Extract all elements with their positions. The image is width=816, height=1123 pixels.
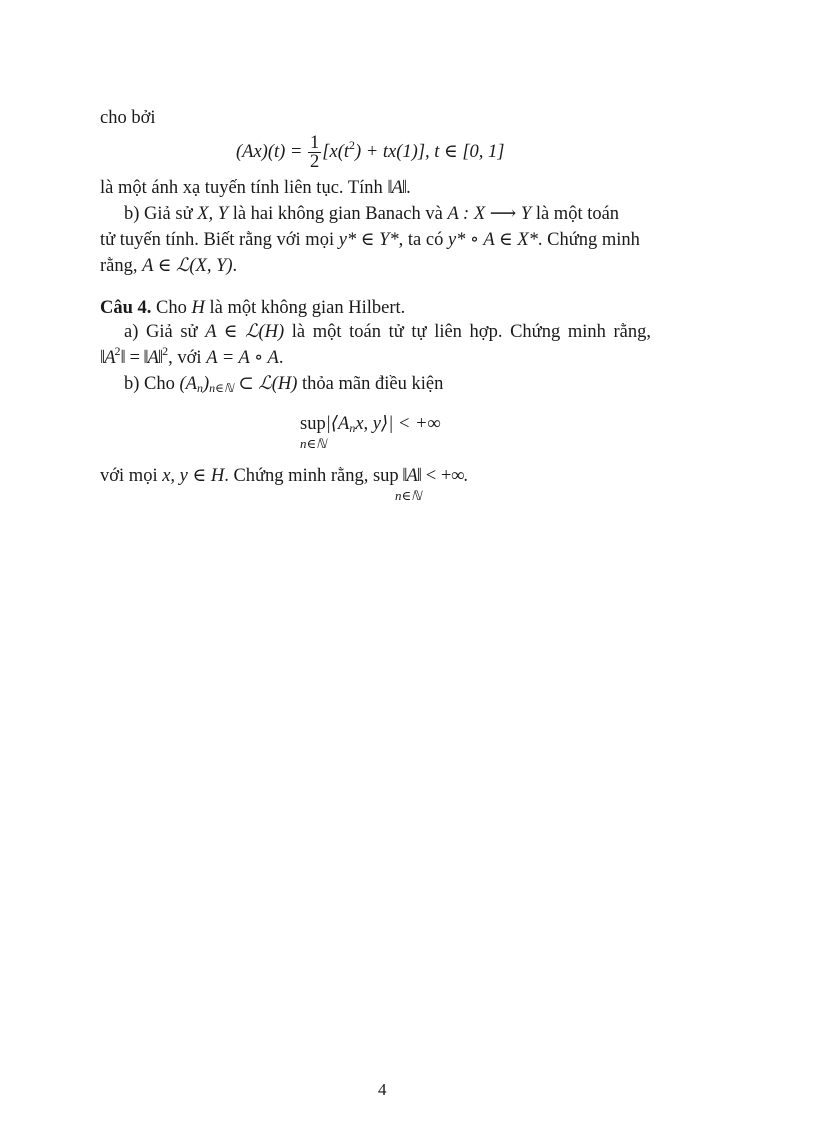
text-span: .: [232, 256, 238, 276]
text-line-part-a-1: [124, 320, 651, 344]
math-script-l: ℒ: [245, 321, 259, 342]
math-script-l: ℒ: [176, 255, 190, 276]
equation-sup-bound: [300, 412, 441, 437]
subscript-n: n: [196, 381, 203, 395]
math-y-star: y* ∈ Y*: [338, 230, 399, 250]
math-h-space: (H): [271, 374, 298, 394]
math-h-space: (H): [258, 322, 285, 342]
math-xy-in-h: x, y ∈ H: [162, 466, 225, 486]
text-span: b) Giả sử: [124, 204, 198, 224]
text-line-part-b-1: [124, 202, 619, 226]
text-span: là một toán: [531, 204, 620, 224]
math-a-in: A ∈: [205, 322, 246, 342]
subscript-n: n: [349, 421, 356, 435]
text-span: cho bởi: [100, 108, 156, 128]
eq1-lhs: (Ax)(t) =: [236, 141, 308, 162]
math-script-l: ℒ: [258, 373, 272, 394]
math-sequence: (A: [179, 374, 197, 394]
text-line-part-a-2: [100, 346, 283, 370]
exponent: 2: [114, 344, 121, 358]
text-span: a) Giả sử: [124, 322, 206, 342]
text-line-part-b-2: [100, 228, 640, 252]
question-title: Câu 4.: [100, 298, 152, 318]
math-norm-bound: ‖A‖ < +∞: [398, 466, 464, 486]
eq2-body-end: x, y⟩| < +∞: [355, 414, 441, 434]
eq1-rhs-a: [x(t: [322, 141, 349, 162]
eq2-body: |⟨A: [325, 414, 350, 434]
text-span: rằng,: [100, 256, 143, 276]
text-span: . Chứng minh: [537, 230, 640, 250]
math-xy: X, Y: [197, 204, 229, 224]
math-a-composition: A = A ∘ A: [206, 348, 279, 368]
text-span: . Chứng minh rằng,: [224, 466, 373, 486]
sup-subscript-n-in-n: n∈ℕ: [300, 436, 327, 451]
eq1-frac-den: 2: [310, 152, 320, 172]
exponent: 2: [162, 344, 169, 358]
math-h: H: [191, 298, 205, 318]
heading-cau-4: [100, 296, 405, 320]
text-span: là một ánh xạ tuyến tính liên tục. Tính: [100, 178, 388, 198]
equation-operator-definition: [236, 134, 505, 171]
math-a-in: A ∈: [142, 256, 177, 276]
math-xy-space: (X, Y): [189, 256, 233, 276]
eq1-fraction: [308, 134, 321, 171]
sup-operator: sup: [300, 414, 326, 434]
eq1-rhs-b: ) + tx(1)], t ∈ [0, 1]: [355, 141, 505, 162]
text-span: , với: [168, 348, 207, 368]
sup-operator: sup: [372, 466, 399, 486]
text-span: là một toán tử tự liên hợp. Chứng minh rằng,: [284, 322, 651, 342]
text-span: thỏa mãn điều kiện: [297, 374, 444, 394]
math-subset: ⊂: [233, 374, 259, 394]
text-line-cho-boi: [100, 106, 156, 130]
text-line-la-mot-anh-xa: [100, 176, 411, 200]
text-line-conclusion: [100, 464, 468, 488]
text-span: , ta có: [398, 230, 448, 250]
subscript-n-in-n: n∈ℕ: [209, 381, 234, 395]
math-composition: y* ∘ A ∈ X*: [447, 230, 538, 250]
math-norm-a2-open: ‖A: [100, 348, 115, 368]
text-line-part-b-3: [100, 254, 237, 278]
text-line-part-b-cau4: [124, 372, 443, 397]
text-span: b) Cho: [124, 374, 180, 394]
eq1-frac-num: 1: [310, 133, 320, 153]
text-span: .: [463, 466, 469, 486]
norm-a: ‖A‖: [387, 178, 407, 198]
page-number: 4: [378, 1080, 387, 1099]
text-span: .: [278, 348, 284, 368]
text-span: Cho: [151, 298, 192, 318]
text-span: tử tuyến tính. Biết rằng với mọi: [100, 230, 339, 250]
math-paren: ): [202, 374, 210, 394]
text-span: .: [406, 178, 411, 198]
eq1-exponent: 2: [349, 137, 355, 152]
text-span: là hai không gian Banach và: [228, 204, 448, 224]
sup-subscript-n-in-n: n∈ℕ: [395, 488, 422, 503]
math-norm-a2-close: ‖ = ‖A‖: [120, 348, 163, 368]
math-map: A : X ⟶ Y: [447, 204, 532, 224]
text-span: là một không gian Hilbert.: [204, 298, 406, 318]
text-span: với mọi: [100, 466, 163, 486]
